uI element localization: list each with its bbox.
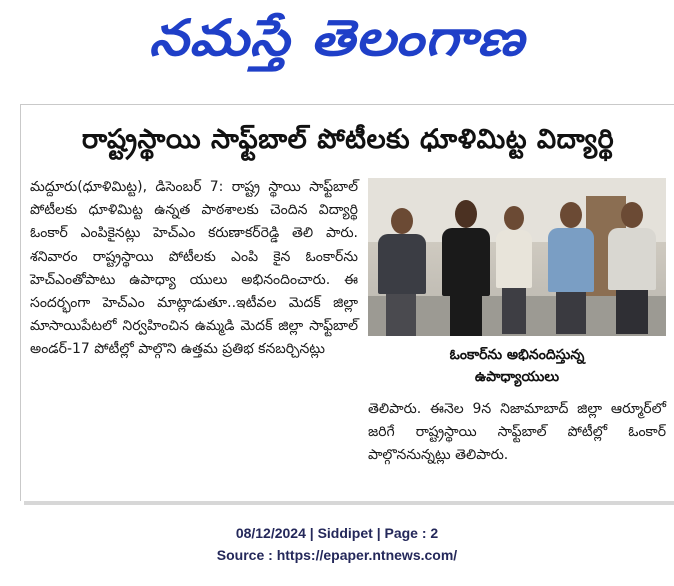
article-paragraph: తెలిపారు. ఈనెల 9న నిజామాబాద్ జిల్లా ఆర్మూర్‌లో జరిగే రాష్ట్రస్థాయి సాఫ్ట్‌బాల్ పోటీల్లో ఓంకార్ పాల్గొననున్నట్లు తెలిపారు. [368,401,666,464]
clipping-footer [0,522,674,566]
article-headline: రాష్ట్రస్థాయి సాఫ్ట్‌బాల్ పోటీలకు ధూళిమిట్ట విద్యార్థి [81,124,615,155]
footer-source: Source : https://epaper.ntnews.com/ [216,547,458,563]
article-paragraph: మద్దూరు(ధూళిమిట్ట), డిసెంబర్ 7: రాష్ట్ర స్థాయి సాఫ్ట్‌బాల్ పోటీలకు ధూళిమిట్ట ఉన్నత పాఠశాలకు చెందిన విద్యార్థి ఓంకార్ ఎంపికైనట్లు హెచ్‌ఎం కరుణాకర్‌రెడ్డి తెలి పారు. శనివారం రాష్ట్రస్థాయి పోటీలకు ఎంపి కైన ఓంకార్‌ను హెచ్‌ఎంతోపాటు ఉపాధ్యా యులు అభినందించారు. ఈ సందర్భంగా హెచ్‌ఎం మాట్లాడుతూ..ఇటీవల మెదక్ జిల్లా మాసాయిపేటలో నిర్వహించిన ఉమ్మడి మెదక్ జిల్లా సాఫ్ట్‌బాల్ అండర్-17 పోటీల్లో పాల్గొని ఉత్తమ ప్రతిభ కనబర్చినట్లు [30,179,358,358]
article-body-column-1 [30,176,358,362]
article-photo [368,178,666,336]
photo-person-2 [440,200,492,336]
article-body-column-2 [368,398,666,468]
photo-person-5 [606,202,658,334]
masthead [0,0,674,88]
photo-person-3 [494,206,534,334]
photo-person-4 [546,202,596,334]
photo-caption [368,342,666,390]
footer-date-edition: 08/12/2024 | Siddipet | Page : 2 [235,525,439,541]
caption-line: ఉపాధ్యాయులు [474,369,560,385]
newspaper-logo: నమస్తే తెలంగాణ [149,8,525,67]
photo-person-1 [376,208,426,336]
caption-line: ఓంకార్‌ను అభినందిస్తున్న [449,347,585,363]
